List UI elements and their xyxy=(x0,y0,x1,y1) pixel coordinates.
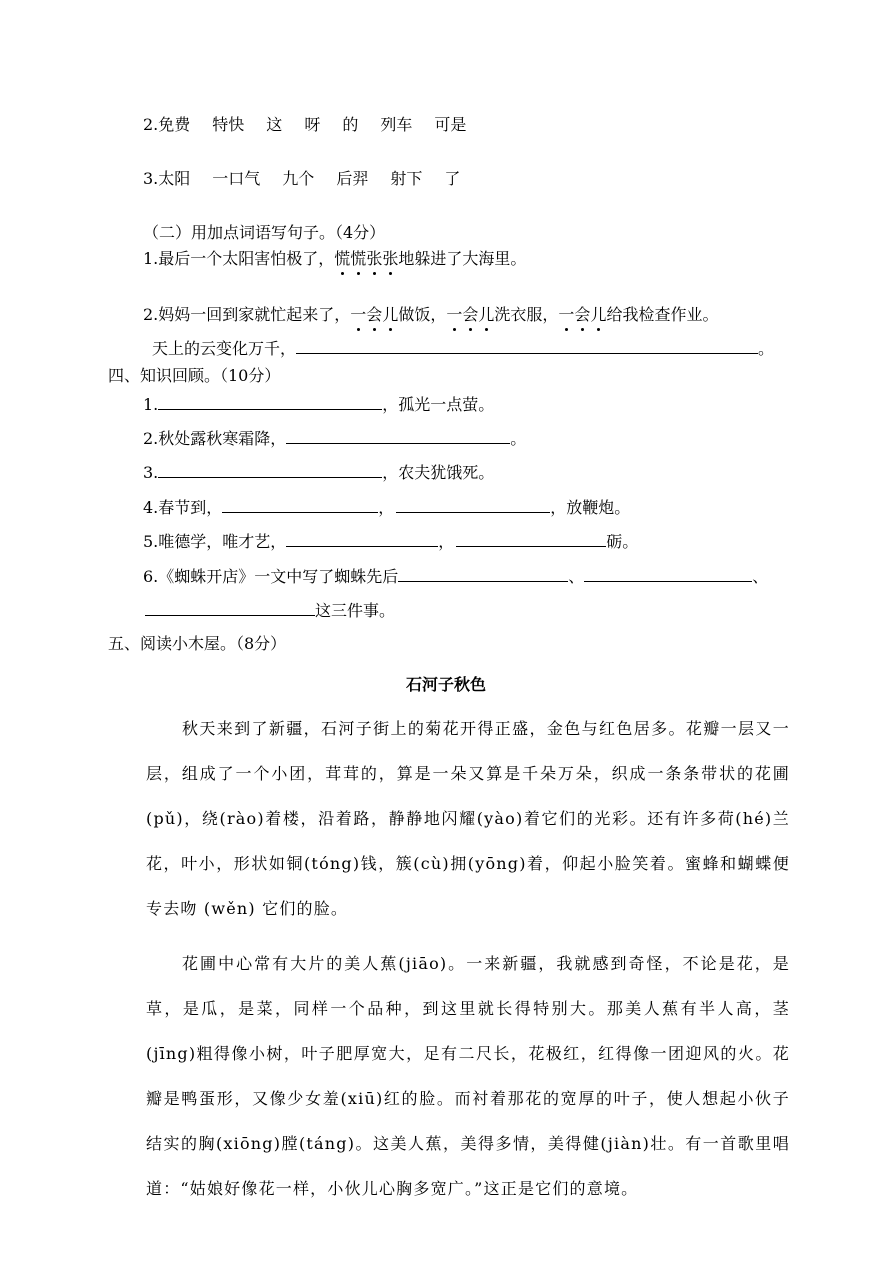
question-number: 2. xyxy=(143,115,159,134)
answer-blank[interactable] xyxy=(396,496,550,513)
recall-line-3 xyxy=(143,461,494,484)
dotted-word xyxy=(350,305,398,324)
dotted-word-text xyxy=(350,305,398,324)
emphasis-dot-char: 慌 xyxy=(350,249,367,268)
sentence-text: 2.妈妈一回到家就忙起来了， xyxy=(143,305,351,324)
line-text: 2.秋处露秋寒霜降， xyxy=(143,429,287,448)
recall-line-7 xyxy=(145,599,395,622)
emphasis-dot-char: 会 xyxy=(574,305,591,324)
sentence-text: 。 xyxy=(758,339,775,358)
line-text: 砺。 xyxy=(606,532,639,551)
emphasis-dot-char: 一 xyxy=(446,305,463,324)
answer-blank[interactable] xyxy=(286,530,438,547)
recall-line-5 xyxy=(143,530,638,553)
passage-paragraph-2 xyxy=(146,941,790,1211)
dotted-word-text xyxy=(334,249,398,268)
word: 免费 xyxy=(158,115,191,134)
dotted-word-text xyxy=(446,305,494,324)
word: 呀 xyxy=(304,115,321,134)
word: 的 xyxy=(342,115,359,134)
emphasis-dot-char: 会 xyxy=(366,305,383,324)
word: 后羿 xyxy=(336,169,369,188)
sentence-3 xyxy=(152,337,774,360)
line-text: ，放鞭炮。 xyxy=(550,498,631,517)
answer-blank[interactable] xyxy=(286,427,510,444)
sentence-2 xyxy=(143,304,718,326)
line-text: 6.《蜘蛛开店》一文中写了蜘蛛先后 xyxy=(143,567,399,586)
dotted-word xyxy=(558,305,606,324)
emphasis-dot-char: 儿 xyxy=(478,305,495,324)
sentence-text: 做饭， xyxy=(398,305,447,324)
line-text: ，农夫犹饿死。 xyxy=(382,463,495,482)
answer-blank[interactable] xyxy=(158,461,382,478)
word: 了 xyxy=(444,169,461,188)
emphasis-dot-char: 一 xyxy=(350,305,367,324)
answer-blank[interactable] xyxy=(296,337,758,354)
dotted-word xyxy=(446,305,494,324)
section5-heading: 五、阅读小木屋。（8分） xyxy=(108,634,287,653)
part2-heading: （二）用加点词语写句子。（4分） xyxy=(143,223,386,242)
recall-line-4 xyxy=(143,496,630,519)
emphasis-dot-char: 儿 xyxy=(382,305,399,324)
word: 射下 xyxy=(390,169,423,188)
reorder-question-2 xyxy=(143,114,488,136)
line-text: 、 xyxy=(568,567,585,586)
emphasis-dot-char: 会 xyxy=(462,305,479,324)
emphasis-dot-char: 张 xyxy=(366,249,383,268)
sentence-text: 地躲进了大海里。 xyxy=(398,249,527,268)
word: 这 xyxy=(266,115,283,134)
reorder-question-3 xyxy=(143,168,482,190)
answer-blank[interactable] xyxy=(398,565,568,582)
recall-line-2 xyxy=(143,427,526,450)
sentence-1 xyxy=(143,248,526,270)
dotted-word-text xyxy=(558,305,606,324)
section4-heading: 四、知识回顾。（10分） xyxy=(108,366,281,385)
word: 太阳 xyxy=(158,169,191,188)
line-text: 。 xyxy=(510,429,527,448)
line-text: 这三件事。 xyxy=(315,601,396,620)
emphasis-dot-char: 儿 xyxy=(590,305,607,324)
answer-blank[interactable] xyxy=(145,599,315,616)
line-text: 1. xyxy=(143,395,159,414)
word: 特快 xyxy=(212,115,245,134)
sentence-text: 1.最后一个太阳害怕极了， xyxy=(143,249,335,268)
paragraph-text: 花圃中心常有大片的美人蕉(jiāo)。一来新疆，我就感到奇怪，不论是花，是草，是瓜，是菜，同样一个品种，到这里就长得特别大。那美人蕉有半人高，茎(jīng)粗得像小树，叶子肥厚宽大，足有二尺长，花极红，红得像一团迎风的火。花瓣是鸭蛋形，又像少女羞(xiū)红的脸。而衬着那花的宽厚的叶子，使人想起小伙子结实的胸(xiōng)膛(táng)。这美人蕉，美得多情，美得健(jiàn)壮。有一首歌里唱道：“姑娘好像花一样，小伙儿心胸多宽广。”这正是它们的意境。 xyxy=(146,954,790,1198)
emphasis-dot-char: 慌 xyxy=(334,249,351,268)
word: 列车 xyxy=(380,115,413,134)
answer-blank[interactable] xyxy=(456,530,606,547)
sentence-text: 洗衣服， xyxy=(494,305,559,324)
paragraph-text: 秋天来到了新疆，石河子街上的菊花开得正盛，金色与红色居多。花瓣一层又一层，组成了一个小团，茸茸的，算是一朵又算是千朵万朵，织成一条条带状的花圃(pǔ)，绕(rào)着楼，沿着路，静静地闪耀(yào)着它们的光彩。还有许多荷(hé)兰花，叶小，形状如铜(tóng)钱，簇(cù)拥(yōng)着，仰起小脸笑着。蜜蜂和蝴蝶便专去吻 (wěn) 它们的脸。 xyxy=(146,719,790,918)
passage-title: 石河子秋色 xyxy=(405,675,486,694)
line-text: 、 xyxy=(752,567,769,586)
word: 九个 xyxy=(282,169,315,188)
answer-blank[interactable] xyxy=(222,496,378,513)
line-text: 3. xyxy=(143,463,159,482)
sentence-text: 给我检查作业。 xyxy=(606,305,719,324)
answer-blank[interactable] xyxy=(158,393,382,410)
recall-line-1 xyxy=(143,393,494,416)
line-text: ， xyxy=(378,498,395,517)
recall-line-6 xyxy=(143,565,768,588)
line-text: ，孤光一点萤。 xyxy=(382,395,495,414)
line-text: 5.唯德学，唯才艺， xyxy=(143,532,287,551)
line-text: ， xyxy=(438,532,455,551)
line-text: 4.春节到， xyxy=(143,498,223,517)
word: 可是 xyxy=(434,115,467,134)
passage-paragraph-1 xyxy=(146,706,790,931)
emphasis-dot-char: 一 xyxy=(558,305,575,324)
word: 一口气 xyxy=(212,169,261,188)
sentence-text: 天上的云变化万千， xyxy=(152,339,297,358)
emphasis-dot-char: 张 xyxy=(382,249,399,268)
dotted-word xyxy=(334,249,398,268)
answer-blank[interactable] xyxy=(584,565,752,582)
question-number: 3. xyxy=(143,169,159,188)
